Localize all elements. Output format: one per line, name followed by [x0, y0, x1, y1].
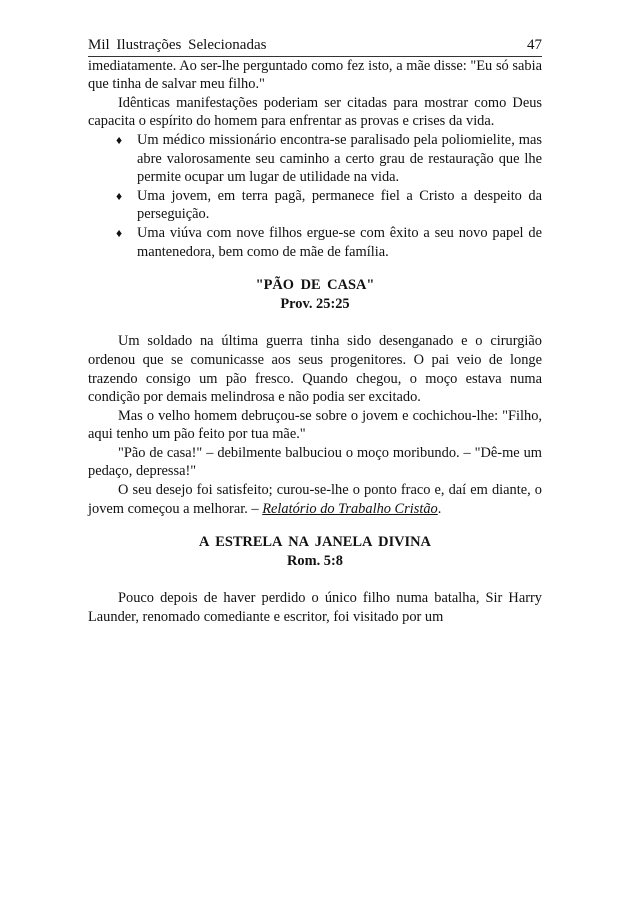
diamond-bullet-icon: ♦ [116, 132, 123, 147]
list-item [88, 187, 542, 224]
section-title-estrela: A ESTRELA NA JANELA DIVINA [199, 534, 431, 551]
diamond-bullet-icon: ♦ [116, 188, 123, 203]
story2-paragraph-1: Pouco depois de haver perdido o único filho numa batalha, Sir Harry Launder, renomado comediante e escritor, foi visitado por um [88, 590, 542, 626]
book-title: Mil Ilustrações Selecionadas [88, 37, 267, 53]
list-item-text: Um médico missionário encontra-se paralisado pela poliomielite, mas abre valorosamente seu caminho a certo grau de restauração que lhe permite ocupar um lugar de utilidade na vida. [137, 131, 542, 186]
intro-paragraph-1: imediatamente. Ao ser-lhe perguntado como fez isto, a mãe disse: "Eu só sabia que tinha de salvar meu filho." [88, 57, 542, 93]
list-item-text: Uma jovem, em terra pagã, permanece fiel a Cristo a despeito da perseguição. [137, 187, 542, 223]
story-paragraph-4 [88, 481, 542, 518]
examples-list [88, 131, 542, 261]
story-paragraph-2: Mas o velho homem debruçou-se sobre o jovem e cochichou-lhe: "Filho, aqui tenho um pão feito por tua mãe." [88, 407, 542, 443]
source-period: . [437, 500, 442, 517]
list-item [88, 224, 542, 261]
page-number: 47 [527, 37, 542, 53]
list-item [88, 131, 542, 187]
story-paragraph-3: "Pão de casa!" – debilmente balbuciou o moço moribundo. – "Dê-me um pedaço, depressa!" [88, 444, 542, 480]
list-item-text: Uma viúva com nove filhos ergue-se com êxito a seu novo papel de mantenedora, bem como de mãe de família. [137, 224, 542, 260]
story-paragraph-1: Um soldado na última guerra tinha sido desenganado e o cirurgião ordenou que se comunicasse aos seus progenitores. O pai veio de longe trazendo consigo um pão fresco. Quando chegou, o moço estava numa condição por demais melindrosa e não podia ser excitado. [88, 333, 542, 406]
running-header [88, 36, 542, 57]
section-reference-prov: Prov. 25:25 [280, 295, 350, 312]
story-paragraph-4-text: O seu desejo foi satisfeito; curou-se-lhe o ponto fraco e, daí em diante, o jovem começou a melhorar. – [88, 482, 542, 517]
intro-paragraph-2: Idênticas manifestações poderiam ser citadas para mostrar como Deus capacita o espírito do homem para enfrentar as provas e crises da vida. [88, 94, 542, 130]
section-reference-rom: Rom. 5:8 [287, 552, 343, 569]
section-title-pao-de-casa: "PÃO DE CASA" [255, 277, 375, 294]
diamond-bullet-icon: ♦ [116, 225, 123, 240]
source-citation: Relatório do Trabalho Cristão [262, 500, 438, 517]
page [88, 36, 542, 627]
